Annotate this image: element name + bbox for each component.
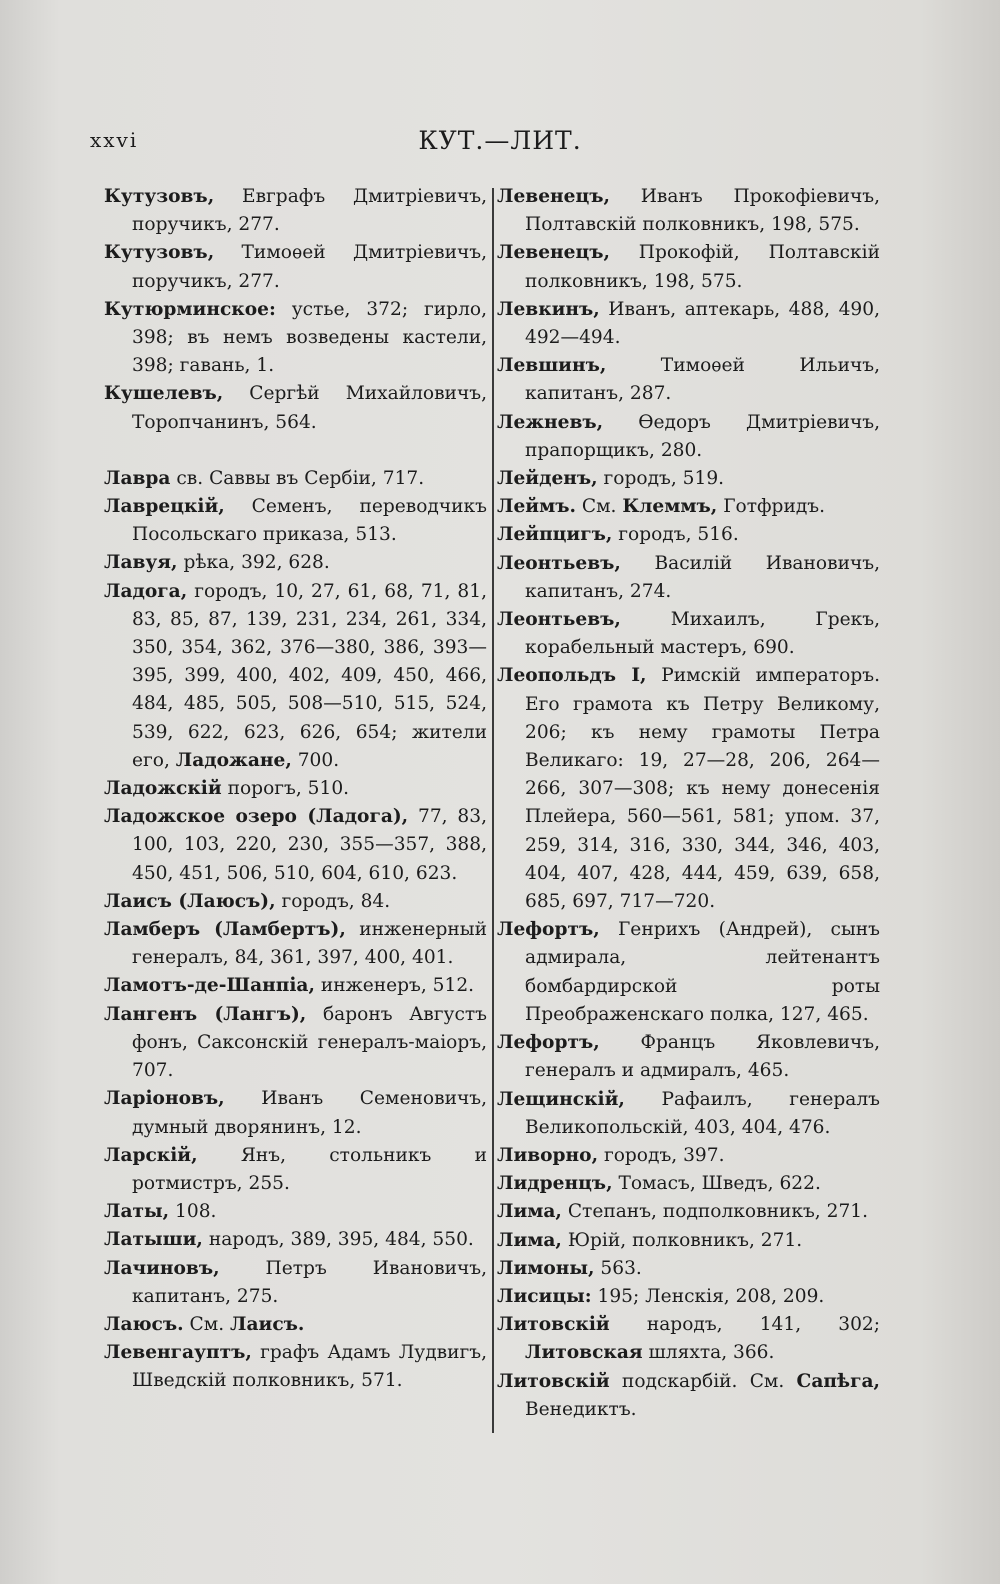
index-entry (497, 521, 880, 549)
entry-text: Иванъ, аптекарь, 488, 490, 492—494. (525, 298, 880, 349)
entry-headword: Лангенъ (Лангъ), (104, 1003, 307, 1025)
entry-headword: Леймъ. (497, 496, 576, 518)
index-entry (497, 352, 880, 408)
entry-headword: Ламберъ (Ламбертъ), (104, 919, 346, 941)
index-entry (104, 1339, 487, 1395)
index-entry (497, 1283, 880, 1311)
index-entry (104, 239, 487, 295)
entry-text: Семенъ, переводчикъ Посольскаго приказа, 513. (132, 496, 487, 546)
entry-headword: Латы, (104, 1201, 170, 1223)
entry-text: Тимоѳей Дмитріевичъ, поручикъ, 277. (132, 242, 487, 292)
running-head: КУТ.—ЛИТ. (418, 126, 582, 155)
index-entry (497, 1368, 880, 1424)
entry-text: Сергѣй Михайловичъ, Торопчанинъ, 564. (132, 383, 487, 433)
index-entry (104, 465, 487, 493)
entry-headword: Лисицы: (497, 1285, 592, 1307)
entry-text: городъ, 519. (597, 468, 725, 490)
index-entry (497, 1227, 880, 1255)
index-entry (104, 1311, 487, 1339)
entry-text: народъ, 141, 302; (609, 1314, 880, 1336)
entry-text: народъ, 389, 395, 484, 550. (202, 1229, 474, 1251)
entry-text-tail: Венедиктъ. (525, 1398, 637, 1420)
entry-headword: Литовскій (497, 1314, 610, 1336)
index-entry (497, 493, 880, 521)
entry-headword: Ларскій, (104, 1144, 198, 1166)
entry-headword: Лавра (104, 467, 171, 489)
entry-text: городъ, 516. (612, 524, 739, 546)
index-entry (497, 1170, 880, 1198)
entry-text-tail: Готфридъ. (717, 496, 826, 518)
index-entry (104, 1226, 487, 1254)
entry-cross-reference: Лаисъ. (230, 1313, 305, 1335)
entry-headword: Лачиновъ, (104, 1257, 220, 1279)
entry-text: Генрихъ (Андрей), сынъ адмирала, лейтенантъ бомбардирской роты Преображенскаго полка, 127, 465. (525, 919, 880, 1025)
entry-text: Петръ Ивановичъ, капитанъ, 275. (132, 1257, 487, 1307)
column-divider (492, 188, 494, 1433)
index-entry (497, 183, 880, 239)
entry-text: Францъ Яковлевичъ, генералъ и адмиралъ, 465. (525, 1032, 880, 1082)
entry-headword: Лейпцигъ, (497, 524, 613, 546)
entry-text: Юрій, полковникъ, 271. (561, 1229, 803, 1251)
entry-headword: Левенецъ, (497, 242, 610, 264)
index-entry (497, 1029, 880, 1085)
index-entry (104, 578, 487, 775)
index-entry (104, 972, 487, 1000)
index-entry (104, 1085, 487, 1141)
index-entry (497, 1311, 880, 1367)
entry-text: Евграфъ Дмитріевичъ, поручикъ, 277. (132, 186, 487, 236)
entry-headword: Левенгауптъ, (104, 1342, 252, 1364)
entry-cross-reference: Ладожане, (175, 749, 292, 771)
index-entry (497, 409, 880, 465)
entry-cross-reference: Клеммъ, (622, 496, 718, 518)
index-entry (104, 888, 487, 916)
entry-headword: Лаюсъ. (104, 1313, 184, 1335)
entry-cross-reference: Литовская (525, 1342, 643, 1364)
entry-text: 77, 83, 100, 103, 220, 230, 355—357, 388, 450, 451, 506, 510, 604, 610, 623. (132, 806, 487, 884)
entry-headword: Кушелевъ, (104, 383, 224, 405)
entry-text: Степанъ, подполковникъ, 271. (561, 1201, 869, 1223)
index-entry (104, 549, 487, 577)
index-entry (497, 1086, 880, 1142)
entry-headword: Лаисъ (Лаюсъ), (104, 890, 276, 912)
entry-text: Римскій императоръ. Его грамота къ Петру Великому, 206; къ нему грамоты Петра Великаго: 19, 27—28, 206, 264—266, 307—308; къ нему донесенія Плейера, 560—561, 581; упом. 37, 259, 314, 316, 330, 344, 346, 403, 404, 407, 428, 444, 459, 639, 658, 685, 697, 717—720. (525, 665, 880, 913)
index-entry (104, 296, 487, 381)
entry-text: Рафаилъ, генералъ Великопольскій, 403, 404, 476. (525, 1088, 880, 1138)
entry-headword: Латыши, (104, 1229, 203, 1251)
entry-headword: Ламотъ-де-Шанпіа, (104, 975, 315, 997)
entry-text: городъ, 84. (275, 890, 391, 912)
entry-text: Томасъ, Шведъ, 622. (612, 1173, 821, 1195)
entry-headword: Ладожское озеро (Ладога), (104, 806, 409, 828)
index-entry (104, 916, 487, 972)
entry-text: св. Саввы въ Сербіи, 717. (170, 467, 425, 489)
entry-headword: Ливорно, (497, 1144, 599, 1166)
index-entry (497, 239, 880, 295)
entry-text: Янъ, стольникъ и ротмистръ, 255. (132, 1144, 487, 1194)
index-entry (497, 1255, 880, 1283)
entry-headword: Лавуя, (104, 552, 178, 574)
index-entry (104, 1142, 487, 1198)
entry-headword: Леонтьевъ, (497, 609, 621, 631)
entry-headword: Лещинскій, (497, 1088, 625, 1110)
page-number: xxvi (90, 128, 139, 152)
index-entry (497, 662, 880, 916)
entry-text: См. (183, 1313, 231, 1335)
entry-text: Тимоѳей Ильичъ, капитанъ, 287. (525, 355, 880, 405)
index-entry (497, 1142, 880, 1170)
index-entry (104, 183, 487, 239)
index-entry (104, 1198, 487, 1226)
entry-headword: Ларіоновъ, (104, 1088, 225, 1110)
entry-headword: Лимоны, (497, 1257, 595, 1279)
entry-text: 108. (169, 1201, 217, 1223)
entry-headword: Левкинъ, (497, 298, 600, 320)
entry-headword: Ладога, (104, 580, 188, 602)
entry-headword: Лаврецкій, (104, 496, 225, 518)
index-entry (104, 380, 487, 436)
entry-headword: Левшинъ, (497, 355, 607, 377)
entry-text: Ѳедоръ Дмитріевичъ, прапорщикъ, 280. (525, 411, 880, 461)
entry-headword: Лима, (497, 1229, 562, 1251)
entry-headword: Кутузовъ, (104, 242, 215, 264)
entry-text: устье, 372; гирло, 398; въ немъ возведены кастели, 398; гавань, 1. (132, 298, 487, 377)
entry-cross-reference: Сапѣга, (796, 1370, 880, 1392)
entry-text-tail: 700. (291, 749, 340, 771)
letter-section-gap (104, 437, 487, 465)
index-entry (497, 550, 880, 606)
entry-headword: Лежневъ, (497, 411, 604, 433)
entry-text: 563. (594, 1257, 642, 1279)
entry-headword: Лефортъ, (497, 919, 600, 941)
index-entry (497, 465, 880, 493)
entry-text: Василій Ивановичъ, капитанъ, 274. (525, 552, 880, 602)
index-entry (104, 493, 487, 549)
entry-text: рѣка, 392, 628. (177, 552, 330, 574)
left-column (104, 183, 487, 1396)
index-entry (497, 296, 880, 352)
entry-text: городъ, 397. (598, 1144, 725, 1166)
index-entry (497, 1198, 880, 1226)
entry-headword: Лефортъ, (497, 1032, 600, 1054)
entry-headword: Ладожскій (104, 778, 222, 800)
entry-headword: Лидренцъ, (497, 1173, 613, 1195)
entry-text-tail: шляхта, 366. (642, 1342, 775, 1364)
entry-text: инженеръ, 512. (314, 975, 475, 997)
entry-headword: Леонтьевъ, (497, 552, 621, 574)
entry-headword: Леопольдъ I, (497, 665, 647, 687)
entry-text: 195; Ленскія, 208, 209. (591, 1285, 825, 1307)
entry-text: подскарбій. См. (609, 1370, 797, 1392)
index-entry (104, 1255, 487, 1311)
entry-headword: Левенецъ, (497, 186, 610, 207)
entry-text: графъ Адамъ Лудвигъ, Шведскій полковникъ, 571. (132, 1342, 487, 1392)
index-entry (104, 1001, 487, 1086)
entry-headword: Лейденъ, (497, 468, 598, 490)
right-column (497, 183, 880, 1424)
entry-text: городъ, 10, 27, 61, 68, 71, 81, 83, 85, 87, 139, 231, 234, 261, 334, 350, 354, 362, 376—380, 386, 393—395, 399, 400, 402, 409, 450, 466, 484, 485, 505, 508—510, 515, 524, 539, 622, 623, 626, 654; жители его, (132, 580, 487, 771)
entry-text: порогъ, 510. (221, 778, 350, 800)
entry-text: Прокофій, Полтавскій полковникъ, 198, 575. (525, 242, 880, 292)
index-entry (104, 775, 487, 803)
entry-headword: Литовскій (497, 1370, 610, 1392)
entry-text: См. (575, 496, 623, 518)
entry-text: инженерный генералъ, 84, 361, 397, 400, 401. (132, 919, 487, 969)
entry-headword: Лима, (497, 1201, 562, 1223)
entry-text: баронъ Августъ фонъ, Саксонскій генералъ-маіоръ, 707. (132, 1003, 487, 1082)
entry-headword: Кутузовъ, (104, 186, 215, 207)
entry-text: Иванъ Семеновичъ, думный дворянинъ, 12. (132, 1088, 487, 1138)
index-entry (497, 916, 880, 1029)
entry-text: Иванъ Прокофіевичъ, Полтавскій полковникъ, 198, 575. (525, 186, 880, 236)
index-entry (497, 606, 880, 662)
index-entry (104, 803, 487, 888)
entry-headword: Кутюрминское: (104, 298, 276, 320)
entry-text: Михаилъ, Грекъ, корабельный мастеръ, 690. (525, 609, 880, 659)
